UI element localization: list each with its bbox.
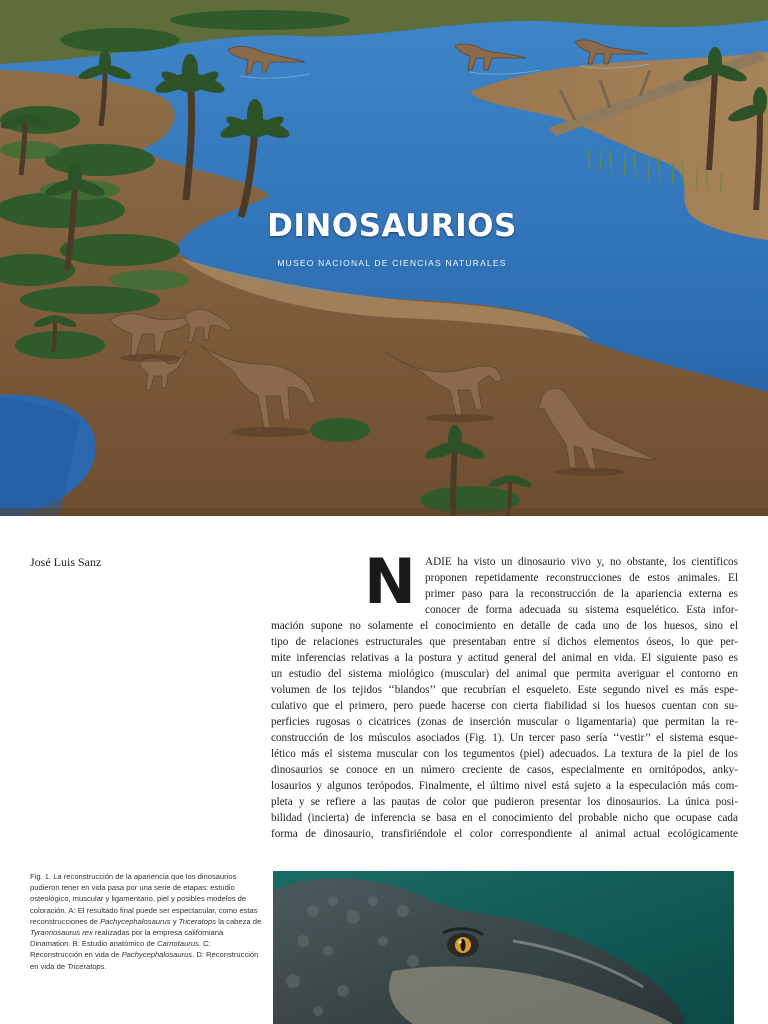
- body-line: bilidad (incierta) de inferencia se basa en el conocimiento del probable nicho que ocupase cada: [271, 812, 738, 824]
- caption-species: Tyrannosaurus rex: [30, 928, 93, 938]
- body-line: lético más el sistema muscular con los tegumentos (piel) adecuados. La textura de la piel de los: [271, 748, 738, 760]
- figure-photo-dinosaur-head: [273, 871, 734, 1024]
- caption-text: .: [104, 961, 107, 971]
- page-title: DINOSAURIOS: [267, 208, 517, 244]
- body-line: volumen de los tejidos ‘‘blandos’’ que recubrían el esqueleto. Este segundo nivel es más espe-: [271, 684, 738, 696]
- caption-text: . C: Reconstrucción en vida de: [30, 939, 211, 960]
- museum-subtitle: MUSEO NACIONAL DE CIENCIAS NATURALES: [277, 258, 507, 268]
- body-line: ADIE ha visto un dinosaurio vivo y, no obstante, los científicos: [425, 556, 738, 568]
- body-line: dinosaurios se conoce en un número creciente de casos, especialmente en ornitópodos, anky-: [271, 764, 738, 776]
- figure-caption: [30, 871, 265, 972]
- body-line: culativo que el primero, pero puede hacerse con cierta fiabilidad si los huesos cuentan con su-: [271, 700, 738, 712]
- body-line: forma de dinosaurio, transfiriéndole el color correspondiente al animal actual ecológicamente: [271, 828, 738, 840]
- caption-text: la cabeza de: [216, 916, 262, 926]
- body-line: perficies rugosas o cicatrices (zonas de inserción muscular o ligamentaria) que permitan la re-: [271, 716, 738, 728]
- drop-cap: N: [364, 545, 416, 618]
- body-line: losaurios y algunos terópodos. Finalmente, el último nivel está sujeto a la especulación más com-: [271, 780, 738, 792]
- dinosaur-head-illustration: [273, 871, 734, 1024]
- body-line: proponen repetidamente reconstrucciones de estos animales. El: [425, 572, 738, 584]
- caption-species: Triceratops: [67, 961, 105, 971]
- author-name: José Luis Sanz: [30, 555, 102, 569]
- caption-text: realizadas por la empresa californiana Dinamation. B: Estudio anatómico de: [30, 928, 224, 949]
- body-line: un estudio del sistema miológico (muscular) del animal que permita averiguar el contorno en: [271, 668, 738, 680]
- body-line: construcción de los músculos asociados (Fig. 1). Un tercer paso sería ‘‘vestir’’ el sistema esque-: [271, 732, 738, 744]
- body-line: mación supone no solamente el conocimiento en detalle de cada uno de los huesos, sino el: [271, 620, 738, 632]
- body-line: primer paso para la reconstrucción de la apariencia externa es: [425, 588, 738, 600]
- caption-text: y: [170, 916, 179, 926]
- body-line: conocer de forma adecuada su sistema esquelético. Esta infor-: [425, 604, 738, 616]
- body-line: tipo de relaciones estructurales que presentaban entre sí dichos elementos óseos, lo que per-: [271, 636, 738, 648]
- caption-species: Pachycephalosaurus: [100, 916, 171, 926]
- caption-species: Carnotaurus: [157, 939, 199, 949]
- caption-species: Triceratops: [178, 916, 217, 926]
- caption-species: Pachycephalosaurus: [121, 950, 193, 960]
- caption-text: Fig. 1. La reconstrucción de la apariencia que los dinosaurios pudieron tener en vida pasa por una serie de etapas: estudio osteológico, muscular y ligamentario, piel y posibles modelos de coloración. A: El resultado final puede ser espectacular, como estas reconstrucciones de: [30, 872, 258, 926]
- caption-text: . D: Reconstrucción en vida de: [30, 950, 259, 971]
- body-line: mite inferencias relativas a la postura y actitud general del animal en vida. El siguiente paso es: [271, 652, 738, 664]
- body-line: pleta y se refiere a las pautas de color que pudieron presentar los dinosaurios. La única posi-: [271, 796, 738, 808]
